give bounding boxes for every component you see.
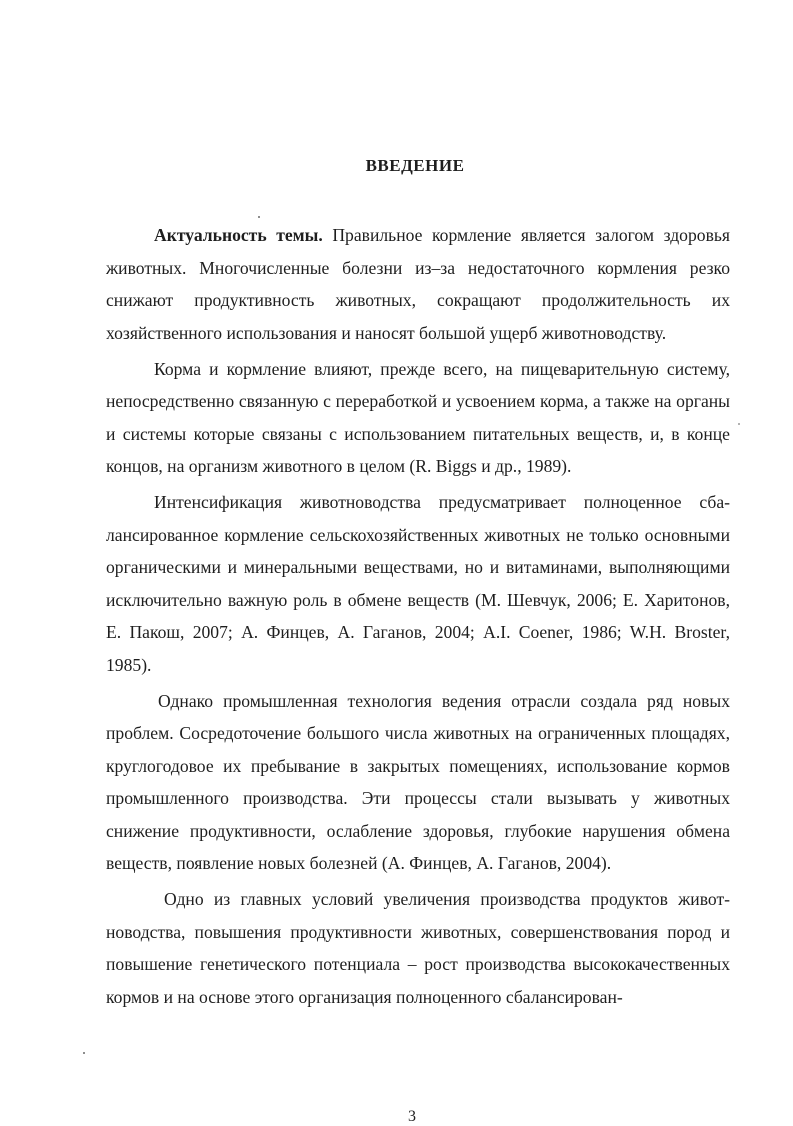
scan-speck <box>83 1052 85 1054</box>
paragraph-lead: Актуальность темы. <box>154 225 323 245</box>
scan-speck <box>258 216 260 218</box>
paragraph-intensification: Интенсификация животноводства предусматривает полноценное сбалансированное кормление сельскохозяйственных животных не только основными органическими и минеральными веществами, но и витаминами, выполняющими исключительно важную роль в обмене веществ (М. Шевчук, 2006; Е. Харитонов, Е. Пакош, 2007; А. Финцев, А. Гаганов, 2004; A.I. Coener, 1986; W.H. Broster, 1985). <box>106 492 730 675</box>
paragraph-feed-influence: Корма и кормление влияют, прежде всего, на пищеварительную систему, непосредственно связанную с переработкой и усвоением корма, а также на органы и системы которые связаны с использованием питательных веществ, и, в конце концов, на организм животного в целом (R. Biggs и др., 1989). <box>106 358 730 476</box>
body-text <box>106 219 730 1017</box>
page-title: ВВЕДЕНИЕ <box>365 156 465 175</box>
paragraph-industrial-technology: Однако промышленная технология ведения отрасли создала ряд новых проблем. Сосредоточение большого числа животных на ограниченных площадях, круглогодовое их пребывание в закрытых помещениях, использование кормов промышленного производства. Эти процессы стали вызывать у животных снижение продуктивности, ослабление здоровья, глубокие нарушения обмена веществ, появление новых болезней (А. Финцев, А. Гаганов, 2004). <box>106 690 730 873</box>
paragraph-relevance <box>106 219 730 349</box>
paragraph-main-conditions: Одно из главных условий увеличения производства продуктов животноводства, повышения продуктивности животных, совершенствования пород и повышение генетического потенциала – рост производства высококачественных кормов и на основе этого организация полноценного сбалансирован- <box>106 889 730 1007</box>
scan-speck <box>738 423 740 425</box>
page-number: 3 <box>408 1108 416 1125</box>
paragraph-text: Правильное кормление является залогом здоровья животных. Многочисленные болезни из–за недостаточного кормления резко снижают продуктивность животных, сокращают продолжительность их хозяйственного использования и наносят большой ущерб животноводству. <box>106 225 730 343</box>
